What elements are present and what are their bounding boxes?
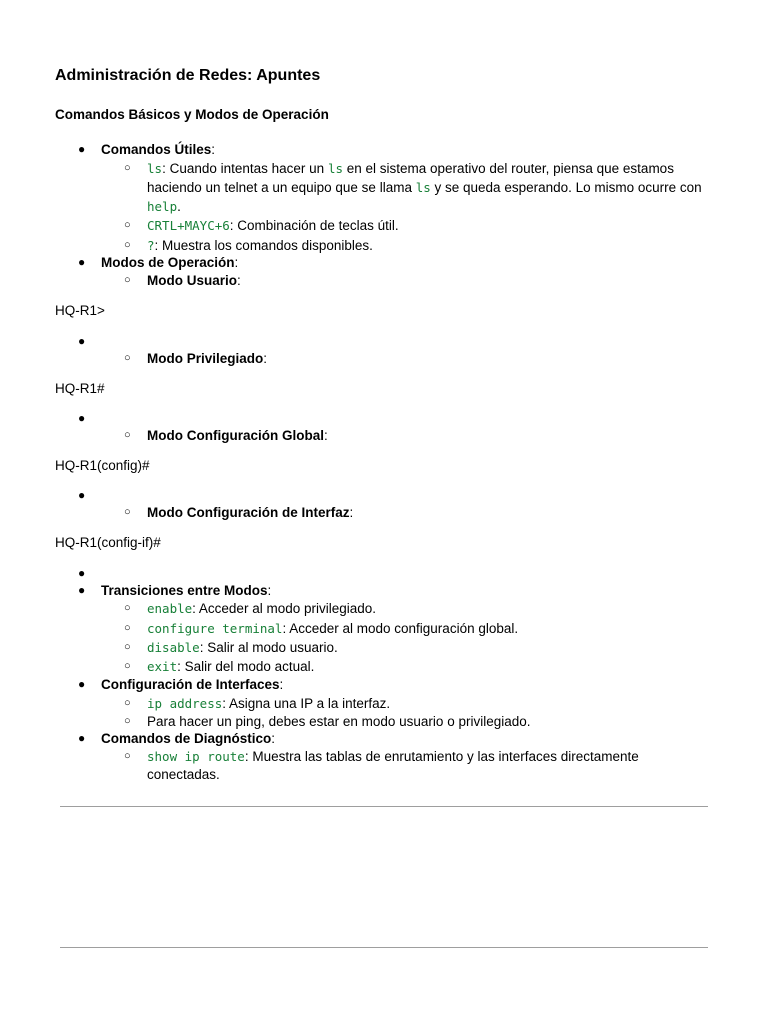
circle-bullet-icon: ○ [124, 660, 131, 672]
code-ip-address: ip address [147, 696, 223, 711]
bullet-icon: ● [78, 255, 86, 269]
list-item-comandos-utiles: Comandos Útiles: [101, 142, 216, 157]
circle-bullet-icon: ○ [124, 162, 131, 174]
prompt-privilegiado: HQ-R1# [55, 381, 105, 396]
circle-bullet-icon: ○ [124, 641, 131, 653]
list-item-modo-usuario: Modo Usuario: [147, 273, 241, 288]
list-item-crtl: CRTL+MAYC+6: Combinación de teclas útil. [147, 218, 399, 233]
code-ls: ls [147, 161, 163, 176]
document-title: Administración de Redes: Apuntes [55, 67, 321, 84]
list-item-modo-interfaz: Modo Configuración de Interfaz: [147, 505, 354, 520]
list-item-exit: exit: Salir del modo actual. [147, 659, 315, 674]
circle-bullet-icon: ○ [124, 715, 131, 727]
list-item-modo-global: Modo Configuración Global: [147, 428, 328, 443]
bullet-icon: ● [78, 488, 86, 502]
list-item-ls: ls: Cuando intentas hacer un ls en el sistema operativo del router, piensa que estamos [147, 161, 674, 176]
code-configure-terminal: configure terminal [147, 621, 283, 636]
list-item-modos: Modos de Operación: [101, 255, 239, 270]
bullet-icon: ● [78, 411, 86, 425]
list-item-transiciones: Transiciones entre Modos: [101, 583, 272, 598]
list-item-modo-privilegiado: Modo Privilegiado: [147, 351, 268, 366]
horizontal-rule [60, 806, 708, 807]
bullet-icon: ● [78, 583, 86, 597]
bullet-icon: ● [78, 334, 86, 348]
list-item-help-q: ?: Muestra los comandos disponibles. [147, 238, 373, 253]
list-item-ip-address: ip address: Asigna una IP a la interfaz. [147, 696, 391, 711]
list-item-interfaces: Configuración de Interfaces: [101, 677, 284, 692]
prompt-global: HQ-R1(config)# [55, 458, 150, 473]
circle-bullet-icon: ○ [124, 219, 131, 231]
bullet-icon: ● [78, 566, 86, 580]
list-item-configure-terminal: configure terminal: Acceder al modo configuración global. [147, 621, 519, 636]
circle-bullet-icon: ○ [124, 602, 131, 614]
bullet-icon: ● [78, 677, 86, 691]
horizontal-rule [60, 947, 708, 948]
list-item-diagnostico: Comandos de Diagnóstico: [101, 731, 276, 746]
bullet-icon: ● [78, 731, 86, 745]
list-item-show-ip-route-cont: conectadas. [147, 767, 220, 782]
circle-bullet-icon: ○ [124, 506, 131, 518]
circle-bullet-icon: ○ [124, 622, 131, 634]
list-item-show-ip-route: show ip route: Muestra las tablas de enrutamiento y las interfaces directamente [147, 749, 639, 764]
code-help: help [147, 199, 178, 214]
code-question: ? [147, 238, 155, 253]
code-crtl: CRTL+MAYC+6 [147, 218, 230, 233]
circle-bullet-icon: ○ [124, 274, 131, 286]
prompt-interfaz: HQ-R1(config-if)# [55, 535, 161, 550]
circle-bullet-icon: ○ [124, 429, 131, 441]
list-item-ls-cont: haciendo un telnet a un equipo que se llama ls y se queda esperando. Lo mismo ocurre con [147, 180, 702, 195]
list-item-disable: disable: Salir al modo usuario. [147, 640, 338, 655]
circle-bullet-icon: ○ [124, 697, 131, 709]
code-enable: enable [147, 601, 193, 616]
list-item-enable: enable: Acceder al modo privilegiado. [147, 601, 377, 616]
list-item-ping: Para hacer un ping, debes estar en modo usuario o privilegiado. [147, 714, 531, 729]
code-exit: exit [147, 659, 178, 674]
section-heading: Comandos Básicos y Modos de Operación [55, 107, 329, 122]
circle-bullet-icon: ○ [124, 352, 131, 364]
circle-bullet-icon: ○ [124, 239, 131, 251]
list-item-ls-help: help. [147, 199, 181, 214]
prompt-usuario: HQ-R1> [55, 303, 105, 318]
code-disable: disable [147, 640, 200, 655]
circle-bullet-icon: ○ [124, 750, 131, 762]
code-show-ip-route: show ip route [147, 749, 245, 764]
bullet-icon: ● [78, 142, 86, 156]
